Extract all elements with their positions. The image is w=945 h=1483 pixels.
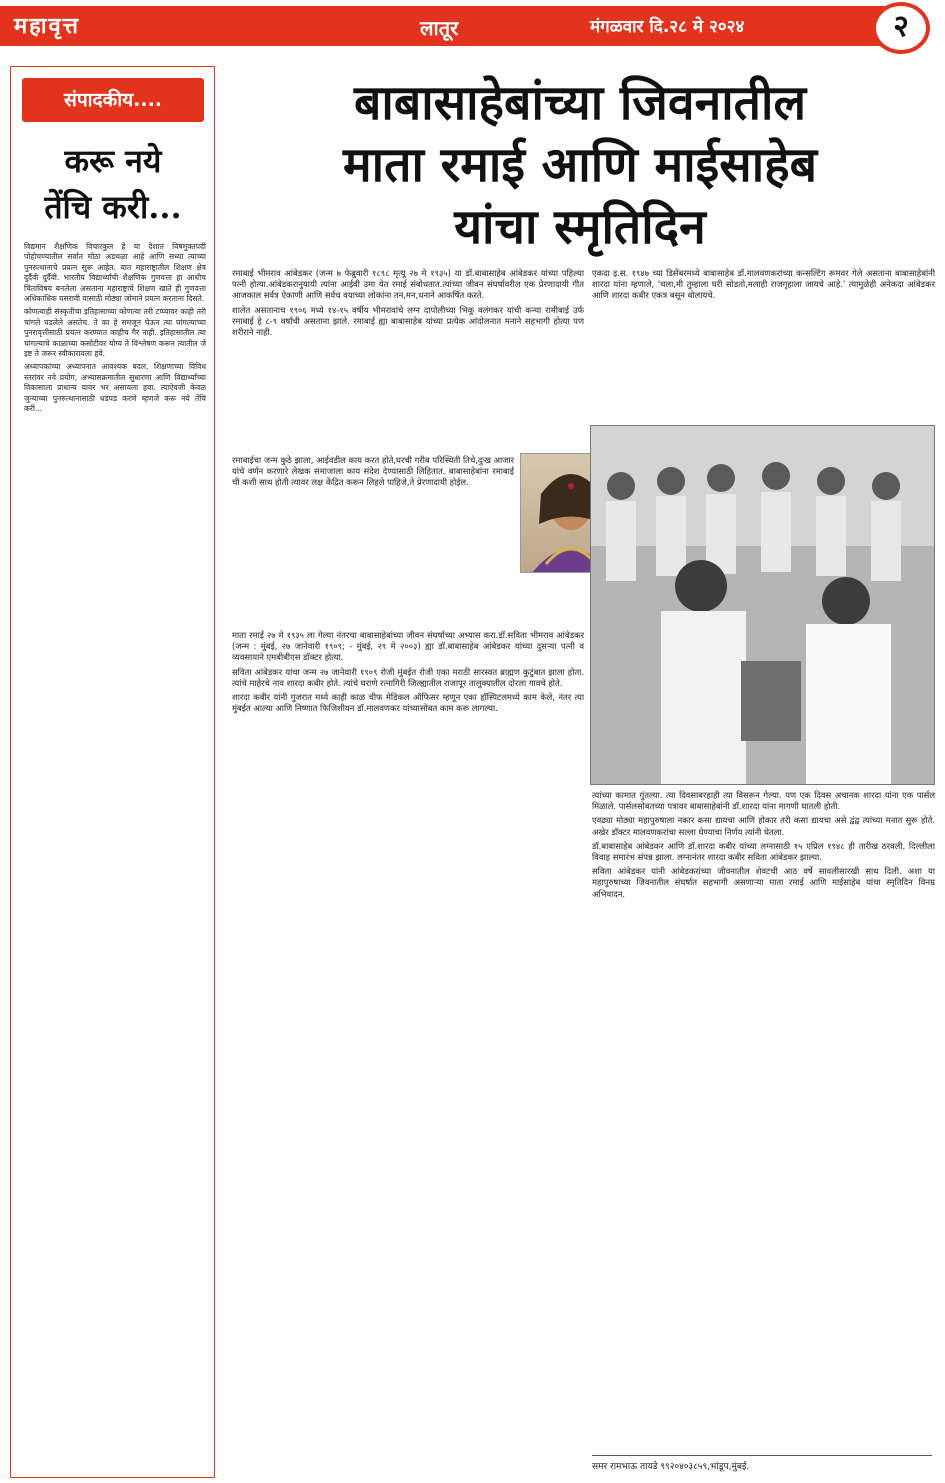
article-paragraph: रमाबाई भीमराव आंबेडकर (जन्म ७ फेब्रुवारी १८९८ मृत्यू २७ मे १९३५) या डॉ.बाबासाहेब आंबेडकर यांच्या पहिल्या पत्नी होत्या.आंबेडकरानुयायी त्यांना आईवी उमा येत रमाई संबोधतात.त्यांच्या जीवन संघर्षावरील एक प्रेरणादायी गीत आजकाल सर्वत्र ऐकाणी आणि सर्वच वयाच्या लोकांना तन,मन,धनाने आकर्षित करते. — [232, 268, 584, 301]
group-photo-illustration — [591, 426, 935, 785]
article-paragraph: एवढ्या मोठ्या महापुरुषाला नकार कसा द्यायचा आणि होकार तरी कसा द्यायचा असे द्वंद्व त्यांच्या मनात सुरू होते. अखेर डॉक्टर मालवणकरांचा सल्ला घेण्याचा निर्णय त्यांनी घेतला. — [592, 815, 935, 837]
paper-name: महावृत्त — [14, 14, 80, 39]
article-paragraph: डॉ.बाबासाहेब आंबेडकर आणि डॉ.शारदा कबीर यांच्या लग्नासाठी १५ एप्रिल १९४८ ही तारीख ठरवली. दिल्लीला विवाह समारंभ संपन्न झाला. लग्नानंतर शारदा कबीर सविता आंबेडकर झाल्या. — [592, 840, 935, 863]
article-paragraph: रमाबाईचा जन्म कुठे झाला, आईवडील काय करत होते,घरची गरीब परिस्थिती तिचे,दुःख आजार यांचे वर्णन करणारे लेखक समाजाला काय संदेश देण्यासाठी लिहितात. बाबासाहेबांना रमाबाई ची कशी साथ होती त्यावर लक्ष केंद्रित करून लिहले पाहिजे,ते प्रेरणादायी होईल. — [232, 455, 514, 488]
group-photo — [590, 425, 935, 785]
article-column-1-middle — [232, 455, 514, 625]
editorial-body — [24, 242, 206, 1472]
editorial-paragraph: अध्यापकांच्या अध्यापनात आवश्यक बदल, शिक्षणाच्या विविध स्तरांवर नवे प्रयोग, अभ्यासक्रमातील सुधारणा आणि विद्यार्थ्यांच्या विकासाला प्राधान्य यावर भर असायला हवा. त्याऐवजी केवळ जुन्याच्या पुनरुत्थानासाठी धडपड करणे म्हणजे करू नये तेंचि करी... — [24, 362, 206, 414]
article-byline: समर रामभाऊ तायडे ९९२०४०३८५९,भांडूप,मुंबई. — [592, 1455, 932, 1472]
article-column-2-lower — [592, 790, 935, 1450]
city-name: लातूर — [420, 16, 459, 40]
page-number: २ — [872, 2, 930, 54]
article-paragraph: शारदा कबीर यांनी गुजरात मध्ये काही काळ चीफ मेडिकल ऑफिसर म्हणून एका हॉस्पिटलमध्ये काम केले, नंतर त्या मुंबईत आल्या आणि निष्णात फिजिशीयन डॉ.मालवणकर यांच्यासोबत काम करू लागल्या. — [232, 692, 584, 714]
issue-date: मंगळवार दि.२८ मे २०२४ — [590, 17, 745, 37]
masthead — [0, 0, 945, 60]
editorial-title — [20, 138, 206, 230]
editorial-title-line-2: तेंचि करी... — [44, 188, 182, 226]
headline-line-3: यांचा स्मृतिदिन — [454, 199, 706, 255]
article-paragraph: सविता आंबेडकर यांनी आंबेडकरांच्या जीवनातील शेवटची आठ वर्षे सावलीसारखी साथ दिली. अशा या महापुरुषाच्या जिवनातील संघर्षात सहभागी असणाऱ्या माता रमाई आणि माईसाहेब यांचा स्मृतिदिन विनम्र अभिवादन. — [592, 866, 935, 899]
article-paragraph: एकदा इ.स. १९४७ च्या डिसेंबरमध्ये बाबासाहेब डॉ.मालवणकरांच्या कन्सल्टिंग रूमवर गेले असताना बाबासाहेबांनी शारदा यांना म्हणाले, 'चला,मी तुम्हाला घरी सोडतो,मलाही राजगृहाला जायचे आहे.' त्यामुळेही अनेकदा आंबेडकर आणि शारदा कबीर एकत्र बसून बोलायचे. — [592, 268, 935, 301]
article-paragraph: सविता आंबेडकर यांचा जन्म २७ जानेवारी १९०९ रोजी मुंबईत रोजी एका मराठी सारस्वत ब्राह्मण कुटुंबात झाला होता. त्यांचे माहेरचे नाव शारदा कबीर होते. त्यांचे घराणे रत्नागिरी जिल्ह्यातील राजापूर तालुक्यातील दोरला गावचे होते. — [232, 666, 584, 688]
headline-line-2: माता रमाई आणि माईसाहेब — [342, 137, 818, 193]
headline-line-1: बाबासाहेबांच्या जिवनातील — [353, 75, 807, 131]
article-paragraph: त्यांच्या कामात गुंतल्या. त्या दिवसाबरहाही त्या विसरून गेल्या. पण एक दिवस अचानक शारदा यांना एक पार्सल मिळाले. पार्सलसोबतच्या पत्रावर बाबासाहेबांनी डॉ.शारदा यांना मागणी घातली होती. — [592, 790, 935, 812]
editorial-paragraph: कोणत्याही संस्कृतीचा इतिहासाच्या कोणत्या तरी टप्प्यावर काही तरी चांगले घडलेले असतेच. ते का हे समजून घेऊन त्या घांगल्याच्या पुनरावृत्तीसाठी प्रयत्न करण्यात काहीच गैर नाही. इतिहासातील त्या चांगल्याचे काळाच्या कसोटीवर योग्य ते विश्लेषण करून त्यातील जे इष्ट ते जरूर स्वीकारायला हवे. — [24, 307, 206, 359]
editorial-badge: संपादकीय.... — [22, 78, 204, 122]
article-column-1-lower — [232, 630, 584, 1472]
article-paragraph: शालेत असतानाच १९०६ मध्ये १४-१५ वर्षीय भीमरावांचे लग्न दापोलीच्या भिकू वलंगकर यांची कन्या रामीबाई उर्फ रमाबाई हे ८-९ वर्षांची असताना झाले. रमाबाई ह्या बाबासाहेब यांच्या प्रत्येक आंदोलनात मनाने सहभागी होत्या पण शरीराने नाही. — [232, 304, 584, 338]
article-paragraph: माता रमाई २७ मे १९३५ ला गेल्या नंतरचा बाबासाहेबांच्या जीवन संघर्षाच्या अभ्यास करा.डॉ.सविता भीमराव आंबेडकर (जन्म : मुंबई, २७ जानेवारी १९०९; - मुंबई, २९ मे २००३) ह्या डॉ.बाबासाहेब आंबेडकर यांच्या दुसऱ्या पत्नी व व्यवसायाने एमबीबीएस डॉक्टर होत्या. — [232, 630, 584, 663]
article-column-2 — [592, 268, 935, 420]
article-column-1 — [232, 268, 584, 448]
editorial-title-line-1: करू नये — [64, 142, 162, 180]
article-headline — [225, 72, 935, 258]
editorial-paragraph: विद्यमान शैक्षणिक विचारकुल हे या देशात विषमुक्तपदी पोहोचण्यातील सर्वात मोठा अडथळा आहे आणि सध्या त्याच्या पुनरुत्थानाचे प्रयत्न सुरू आहेत. यात महाराष्ट्रातील शिक्षण क्षेत्र दुर्दैवी दुर्दैवी. भारतीय विद्यार्थ्यांची शैक्षणिक गुणवत्ता हा आधीच चिंताविषय बनलेला असताना महाराष्ट्राचे शिक्षण खाते ही गुणवत्ता अधिकाधिक घसरावी यासाठी मोठ्या जोमाने प्रयत्न करताना दिसते. — [24, 242, 206, 304]
